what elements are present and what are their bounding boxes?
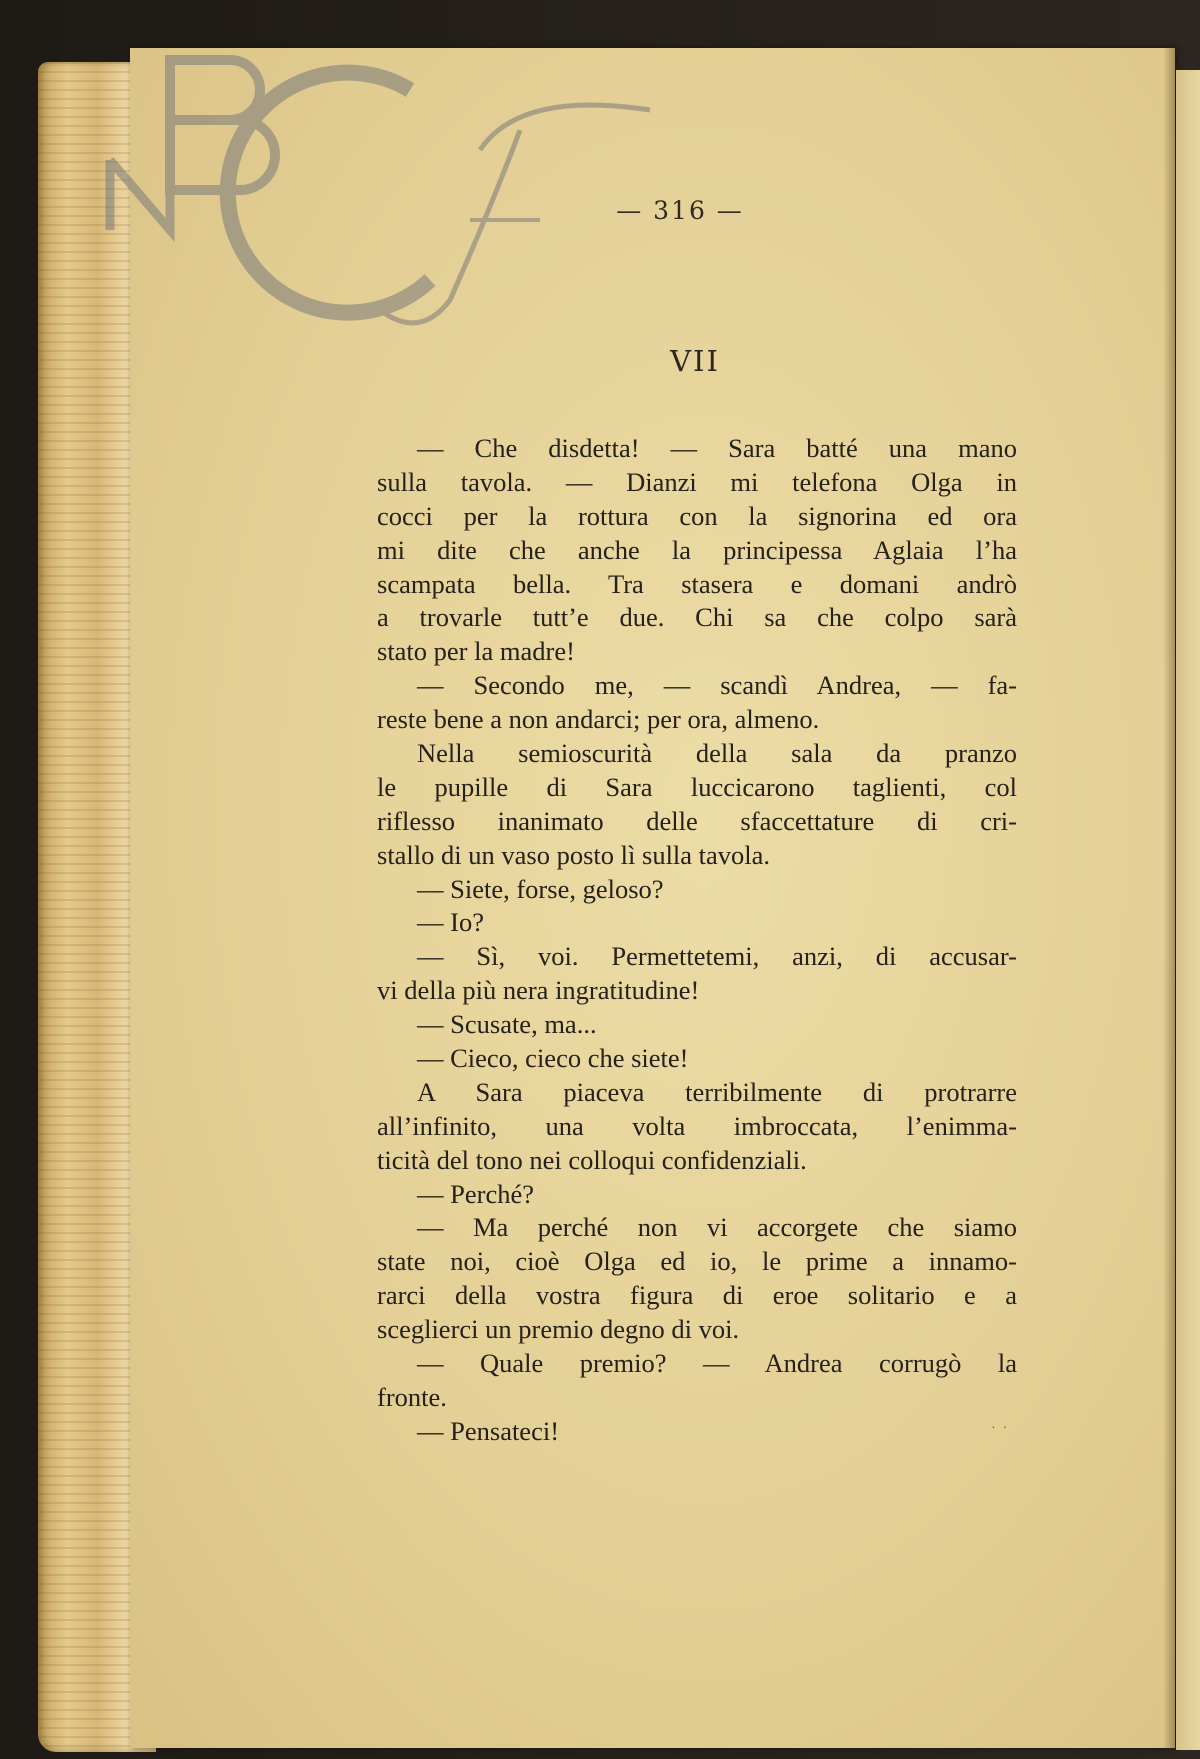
chapter-title: VII (670, 344, 720, 378)
text-line: le pupille di Sara luccicarono taglienti, col (377, 771, 1017, 802)
text-line: ticità del tono nei colloqui confidenziali. (377, 1144, 807, 1175)
text-line: A Sara piaceva terribilmente di protrarre (417, 1076, 1017, 1107)
body-text (377, 432, 1017, 1449)
text-line: a trovarle tutt’e due. Chi sa che colpo sarà (377, 602, 1017, 633)
text-line: fronte. (377, 1381, 447, 1412)
text-line: reste bene a non andarci; per ora, almeno. (377, 704, 820, 735)
text-line: — Scusate, ma... (417, 1009, 597, 1040)
paper-specks: ˙ ˙ (990, 1425, 1009, 1441)
text-line: sceglierci un premio degno di voi. (377, 1314, 740, 1345)
text-line: cocci per la rottura con la signorina ed ora (377, 500, 1017, 531)
text-line: mi dite che anche la principessa Aglaia l’ha (377, 534, 1017, 565)
page-number: — 316 — (616, 196, 744, 225)
text-line: — Che disdetta! — Sara batté una mano (417, 433, 1017, 463)
text-line: all’infinito, una volta imbroccata, l’enimma- (377, 1110, 1017, 1141)
text-line: vi della più nera ingratitudine! (377, 975, 700, 1006)
text-line: riflesso inanimato delle sfaccettature di cri- (377, 805, 1017, 836)
text-line: — Sì, voi. Permettetemi, anzi, di accusar- (417, 941, 1017, 972)
text-line: stato per la madre! (377, 636, 575, 667)
library-watermark-logo (50, 20, 710, 340)
text-line: stallo di un vaso posto lì sulla tavola. (377, 839, 771, 870)
text-line: — Pensateci! (417, 1415, 560, 1446)
text-line: — Siete, forse, geloso? (417, 873, 664, 904)
text-line: — Quale premio? — Andrea corrugò la (417, 1348, 1017, 1379)
text-line: rarci della vostra figura di eroe solitario e a (377, 1280, 1017, 1311)
facing-page-edge (1176, 70, 1200, 1750)
watermark-text: BNCF (90, 325, 94, 326)
text-line: — Ma perché non vi accorgete che siamo (417, 1212, 1017, 1243)
text-line: scampata bella. Tra stasera e domani andrò (377, 568, 1017, 599)
text-line: — Io? (417, 907, 484, 938)
page-gutter (1163, 48, 1175, 1748)
text-line: sulla tavola. — Dianzi mi telefona Olga in (377, 466, 1017, 497)
text-line: — Cieco, cieco che siete! (417, 1043, 689, 1074)
text-line: Nella semioscurità della sala da pranzo (417, 738, 1017, 769)
text-line: — Secondo me, — scandì Andrea, — fa- (417, 670, 1017, 701)
text-line: — Perché? (417, 1178, 534, 1209)
text-line: state noi, cioè Olga ed io, le prime a innamo- (377, 1246, 1017, 1277)
